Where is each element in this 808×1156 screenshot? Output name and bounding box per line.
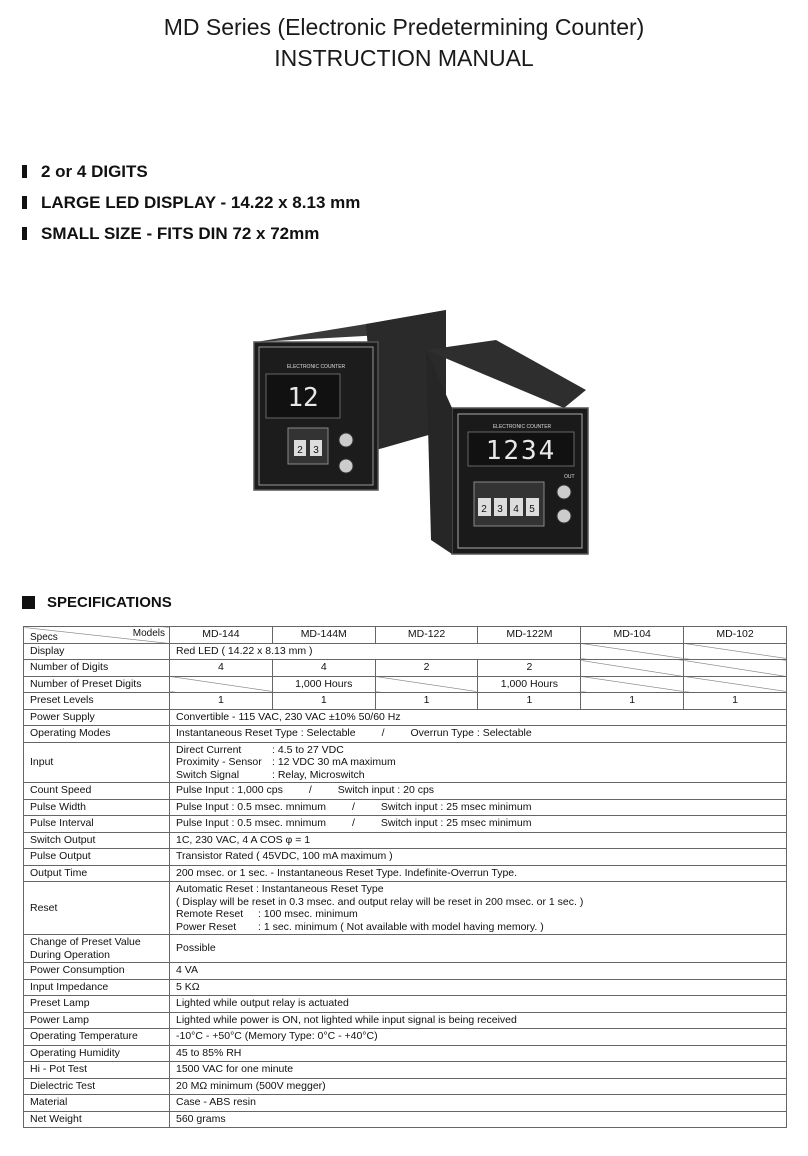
table-row: Net Weight 560 grams: [24, 1111, 787, 1128]
table-row: Hi - Pot Test 1500 VAC for one minute: [24, 1062, 787, 1079]
model-header: MD-144M: [272, 627, 375, 644]
table-row: Power Supply Convertible - 115 VAC, 230 VAC ±10% 50/60 Hz: [24, 709, 787, 726]
table-row: Operating Modes Instantaneous Reset Type : Selectable / Overrun Type : Selectable: [24, 726, 787, 743]
table-row: Input Impedance 5 KΩ: [24, 979, 787, 996]
bullet-icon: [22, 165, 27, 178]
table-row: Material Case - ABS resin: [24, 1095, 787, 1112]
led-display: 1234: [485, 436, 557, 466]
table-header-row: [24, 627, 787, 644]
table-row: Operating Humidity 45 to 85% RH: [24, 1045, 787, 1062]
table-row: Dielectric Test 20 MΩ minimum (500V megger): [24, 1078, 787, 1095]
svg-text:OUT: OUT: [564, 474, 575, 480]
bullet-icon: [22, 196, 27, 209]
bullet-icon: [22, 227, 27, 240]
feature-item: 2 or 4 DIGITS: [22, 156, 360, 187]
title-line-2: INSTRUCTION MANUAL: [274, 45, 534, 71]
feature-list: [22, 156, 360, 249]
table-row: Number of Preset Digits 1,000 Hours 1,000 Hours: [24, 676, 787, 693]
svg-text:3: 3: [497, 504, 503, 515]
document-title: [0, 12, 808, 74]
table-row: Count Speed Pulse Input : 1,000 cps / Switch input : 20 cps: [24, 783, 787, 800]
corner-header-cell: Models Specs: [24, 627, 170, 644]
table-row: Pulse Output Transistor Rated ( 45VDC, 100 mA maximum ): [24, 849, 787, 866]
counter-unit-2-digit: [254, 310, 446, 490]
table-row: Operating Temperature -10°C - +50°C (Memory Type: 0°C - +40°C): [24, 1029, 787, 1046]
title-line-1: MD Series (Electronic Predetermining Counter): [163, 14, 645, 40]
product-photo: [246, 300, 592, 555]
model-header: MD-144: [170, 627, 273, 644]
table-row: Pulse Width Pulse Input : 0.5 msec. mnimum / Switch input : 25 msec minimum: [24, 799, 787, 816]
table-row: Output Time 200 msec. or 1 sec. - Instantaneous Reset Type. Indefinite-Overrun Type.: [24, 865, 787, 882]
led-display: 12: [287, 383, 319, 413]
table-row: Power Consumption 4 VA: [24, 963, 787, 980]
brand-label: ELECTRONIC COUNTER: [286, 364, 346, 370]
specifications-table: [23, 626, 787, 1128]
table-row: Switch Output 1C, 230 VAC, 4 A COS φ = 1: [24, 832, 787, 849]
table-row: Reset Automatic Reset : Instantaneous Reset Type ( Display will be reset in 0.3 msec. and output relay will be reset in 200 msec. or 1 sec. ) Remote Reset : 100 msec. minimum Power Reset : 1 sec. minimum ( Not available with model having memory. ): [24, 882, 787, 935]
table-row: Number of Digits 4 4 2 2: [24, 660, 787, 677]
svg-text:5: 5: [529, 504, 535, 515]
brand-label: ELECTRONIC COUNTER: [492, 424, 552, 430]
svg-text:3: 3: [313, 445, 319, 456]
model-header: MD-122: [375, 627, 478, 644]
table-row: Power Lamp Lighted while power is ON, not lighted while input signal is being received: [24, 1012, 787, 1029]
table-row: Preset Levels 1 1 1 1 1 1: [24, 693, 787, 710]
svg-text:2: 2: [297, 445, 303, 456]
table-row: Preset Lamp Lighted while output relay is actuated: [24, 996, 787, 1013]
feature-item: SMALL SIZE - FITS DIN 72 x 72mm: [22, 218, 360, 249]
model-header: MD-102: [684, 627, 787, 644]
table-row: Pulse Interval Pulse Input : 0.5 msec. mnimum / Switch input : 25 msec minimum: [24, 816, 787, 833]
square-bullet-icon: [22, 596, 35, 609]
model-header: MD-122M: [478, 627, 581, 644]
svg-text:4: 4: [513, 504, 519, 515]
specifications-heading: SPECIFICATIONS: [22, 594, 172, 611]
counter-unit-4-digit: [426, 340, 588, 554]
table-row: Display Red LED ( 14.22 x 8.13 mm ): [24, 643, 787, 660]
feature-item: LARGE LED DISPLAY - 14.22 x 8.13 mm: [22, 187, 360, 218]
table-row: Change of Preset Value During Operation Possible: [24, 935, 787, 963]
model-header: MD-104: [581, 627, 684, 644]
svg-text:2: 2: [481, 504, 487, 515]
table-row: Input Direct Current : 4.5 to 27 VDC Proximity - Sensor : 12 VDC 30 mA maximum Switch Signal : Relay, Microswitch: [24, 742, 787, 783]
